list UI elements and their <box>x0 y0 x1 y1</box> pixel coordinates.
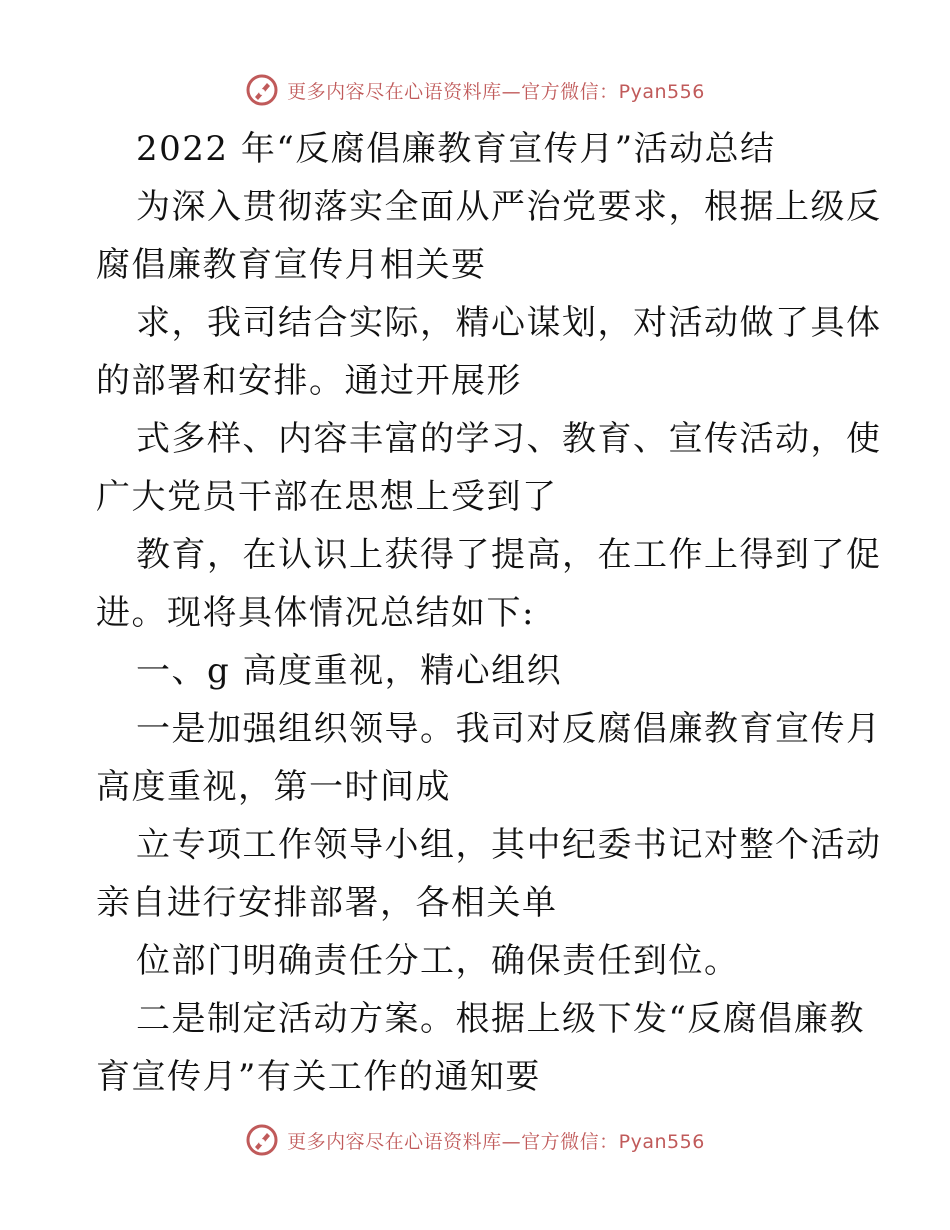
pen-logo-icon <box>245 1123 279 1157</box>
watermark-text: 更多内容尽在心语资料库—官方微信：Pyan556 <box>287 1130 705 1153</box>
paragraph-line: 为深入贯彻落实全面从严治党要求，根据上级反 <box>136 187 882 227</box>
paragraph-line: 二是制定活动方案。根据上级下发“反腐倡廉教 <box>136 999 865 1039</box>
header-watermark <box>0 70 950 110</box>
paragraph-line: 育宣传月”有关工作的通知要 <box>96 1057 541 1097</box>
paragraph-line: 式多样、内容丰富的学习、教育、宣传活动，使 <box>136 419 882 459</box>
document-title: 2022 年“反腐倡廉教育宣传月”活动总结 <box>136 129 776 169</box>
paragraph-line: 的部署和安排。通过开展形 <box>96 361 522 401</box>
paragraph-line: 高度重视，第一时间成 <box>96 767 451 807</box>
footer-watermark <box>0 1120 950 1160</box>
paragraph-line: 求，我司结合实际，精心谋划，对活动做了具体 <box>136 303 882 343</box>
paragraph-line: 位部门明确责任分工，确保责任到位。 <box>136 941 740 981</box>
paragraph-line: 亲自进行安排部署，各相关单 <box>96 883 558 923</box>
paragraph-line: 腐倡廉教育宣传月相关要 <box>96 245 487 285</box>
watermark-text: 更多内容尽在心语资料库—官方微信：Pyan556 <box>287 80 705 103</box>
pen-logo-icon <box>245 73 279 107</box>
paragraph-line: 一是加强组织领导。我司对反腐倡廉教育宣传月 <box>136 709 882 749</box>
document-body <box>96 120 882 1106</box>
section-heading: 一、g 高度重视，精心组织 <box>136 651 563 691</box>
paragraph-line: 进。现将具体情况总结如下: <box>96 593 535 633</box>
paragraph-line: 教育，在认识上获得了提高，在工作上得到了促 <box>136 535 882 575</box>
paragraph-line: 广大党员干部在思想上受到了 <box>96 477 558 517</box>
paragraph-line: 立专项工作领导小组，其中纪委书记对整个活动 <box>136 825 882 865</box>
